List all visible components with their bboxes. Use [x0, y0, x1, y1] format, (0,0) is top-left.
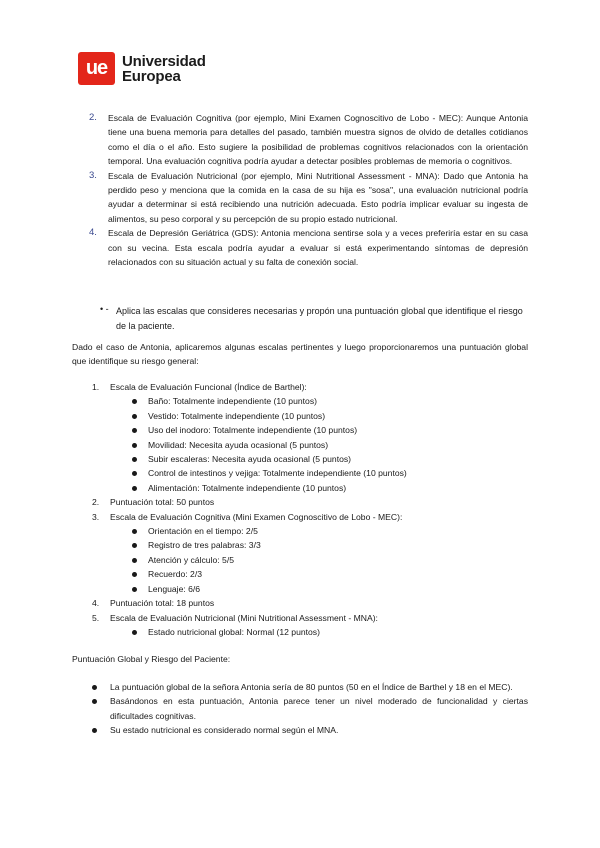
ue-logo-icon: ue — [78, 52, 115, 85]
list-item: Estado nutricional global: Normal (12 puntos) — [132, 625, 532, 639]
assessment-suggestions-list — [89, 111, 528, 269]
scales-list — [92, 380, 532, 639]
list-item: Registro de tres palabras: 3/3 — [132, 538, 532, 552]
scale-title: Escala de Evaluación Cognitiva (Mini Examen Cognoscitivo de Lobo - MEC): — [110, 511, 403, 522]
logo-line-2: Europea — [122, 67, 181, 85]
list-item: Uso del inodoro: Totalmente independiente (10 puntos) — [132, 423, 532, 437]
list-item: Subir escaleras: Necesita ayuda ocasional (5 puntos) — [132, 452, 532, 466]
list-item: Movilidad: Necesita ayuda ocasional (5 puntos) — [132, 438, 532, 452]
list-item: Su estado nutricional es considerado normal según el MNA. — [92, 723, 528, 737]
list-item: Recuerdo: 2/3 — [132, 567, 532, 581]
list-item: Baño: Totalmente independiente (10 puntos) — [132, 394, 532, 408]
logo-line-1: Universidad — [122, 52, 206, 70]
intro-paragraph: Dado el caso de Antonia, aplicaremos algunas escalas pertinentes y luego proporcionaremos una puntuación global que identifique su riesgo general: — [72, 342, 528, 367]
scale-title: Puntuación total: 18 puntos — [110, 598, 215, 609]
scale-item: 5. Escala de Evaluación Nutricional (Mini Nutritional Assessment - MNA): Estado nutricional global: Normal (12 puntos) — [92, 611, 532, 640]
list-item: 4. Escala de Depresión Geriátrica (GDS): Antonia menciona sentirse sola y a veces preferiría estar en su casa con su vecina. Esta escala podría ayudar a evaluar si está experimentando síntomas de depresión relacionados con su situación actual y su falta de conexión social. — [89, 227, 528, 268]
list-item: Vestido: Totalmente independiente (10 puntos) — [132, 409, 532, 423]
list-item: 2. Escala de Evaluación Cognitiva (por ejemplo, Mini Examen Cognoscitivo de Lobo - MEC): Aunque Antonia tiene una buena memoria para detalles del pasado, también muestra signos de olvido de detalles cotidianos como el día o el año. Esto sugiere la posibilidad de problemas cognitivos relacionados con la orientación temporal. Una evaluación cognitiva podría ayudar a detectar posibles problemas de memoria o cognitivos. — [89, 112, 528, 167]
summary-list — [92, 680, 528, 738]
bullet-dash-icon: • - — [100, 304, 109, 314]
scale-subitems — [132, 625, 532, 639]
logo-wordmark — [122, 54, 206, 84]
list-item: Alimentación: Totalmente independiente (10 puntos) — [132, 481, 532, 495]
scale-item: 4. Puntuación total: 18 puntos — [92, 598, 215, 609]
task-prompt — [100, 304, 530, 334]
task-text: Aplica las escalas que consideres necesarias y propón una puntuación global que identifique el riesgo de la paciente. — [116, 306, 523, 331]
list-item: Orientación en el tiempo: 2/5 — [132, 524, 532, 538]
list-item: Atención y cálculo: 5/5 — [132, 553, 532, 567]
scale-subitems — [132, 524, 532, 596]
scale-title: Puntuación total: 50 puntos — [110, 497, 215, 508]
list-item: Basándonos en esta puntuación, Antonia parece tener un nivel moderado de funcionalidad y ciertas dificultades cognitivas. — [92, 694, 528, 723]
list-item: La puntuación global de la señora Antonia sería de 80 puntos (50 en el Índice de Barthel y 18 en el MEC). — [92, 680, 528, 694]
list-item: 3. Escala de Evaluación Nutricional (por ejemplo, Mini Nutritional Assessment - MNA): Dado que Antonia ha perdido peso y menciona que la comida en la casa de su hija es "sosa", una evaluación nutricional podría ayudar a determinar si está recibiendo una nutrición adecuada. Esto podría implicar evaluar su ingesta de alimentos, su peso corporal y su percepción de su propio estado nutricional. — [89, 169, 528, 224]
scale-title: Escala de Evaluación Funcional (Índice de Barthel): — [110, 382, 307, 392]
scale-item: 3. Escala de Evaluación Cognitiva (Mini Examen Cognoscitivo de Lobo - MEC): Orientación en el tiempo: 2/5 Registro de tres palabras: 3/3 Atención y cálculo: 5/5 Recuerdo: 2/3 Lenguaje: 6/6 — [92, 510, 532, 596]
scale-item: 2. Puntuación total: 50 puntos — [92, 497, 215, 508]
list-item: Lenguaje: 6/6 — [132, 582, 532, 596]
scale-item: 1. Escala de Evaluación Funcional (Índice de Barthel): Baño: Totalmente independiente (10 puntos) Vestido: Totalmente independiente (10 puntos) Uso del inodoro: Totalmente independiente (10 puntos) Movilidad: Necesita ayuda ocasional (5 puntos) Subir escaleras: Necesita ayuda ocasional (5 puntos) Control de intestinos y vejiga: Totalmente independiente (10 puntos) Alimentación: Totalmente independiente (10 puntos) — [92, 380, 532, 495]
list-item: Control de intestinos y vejiga: Totalmente independiente (10 puntos) — [132, 466, 532, 480]
scale-subitems — [132, 394, 532, 495]
summary-heading: Puntuación Global y Riesgo del Paciente: — [72, 654, 231, 664]
scale-title: Escala de Evaluación Nutricional (Mini Nutritional Assessment - MNA): — [110, 612, 378, 623]
university-logo — [78, 52, 206, 85]
